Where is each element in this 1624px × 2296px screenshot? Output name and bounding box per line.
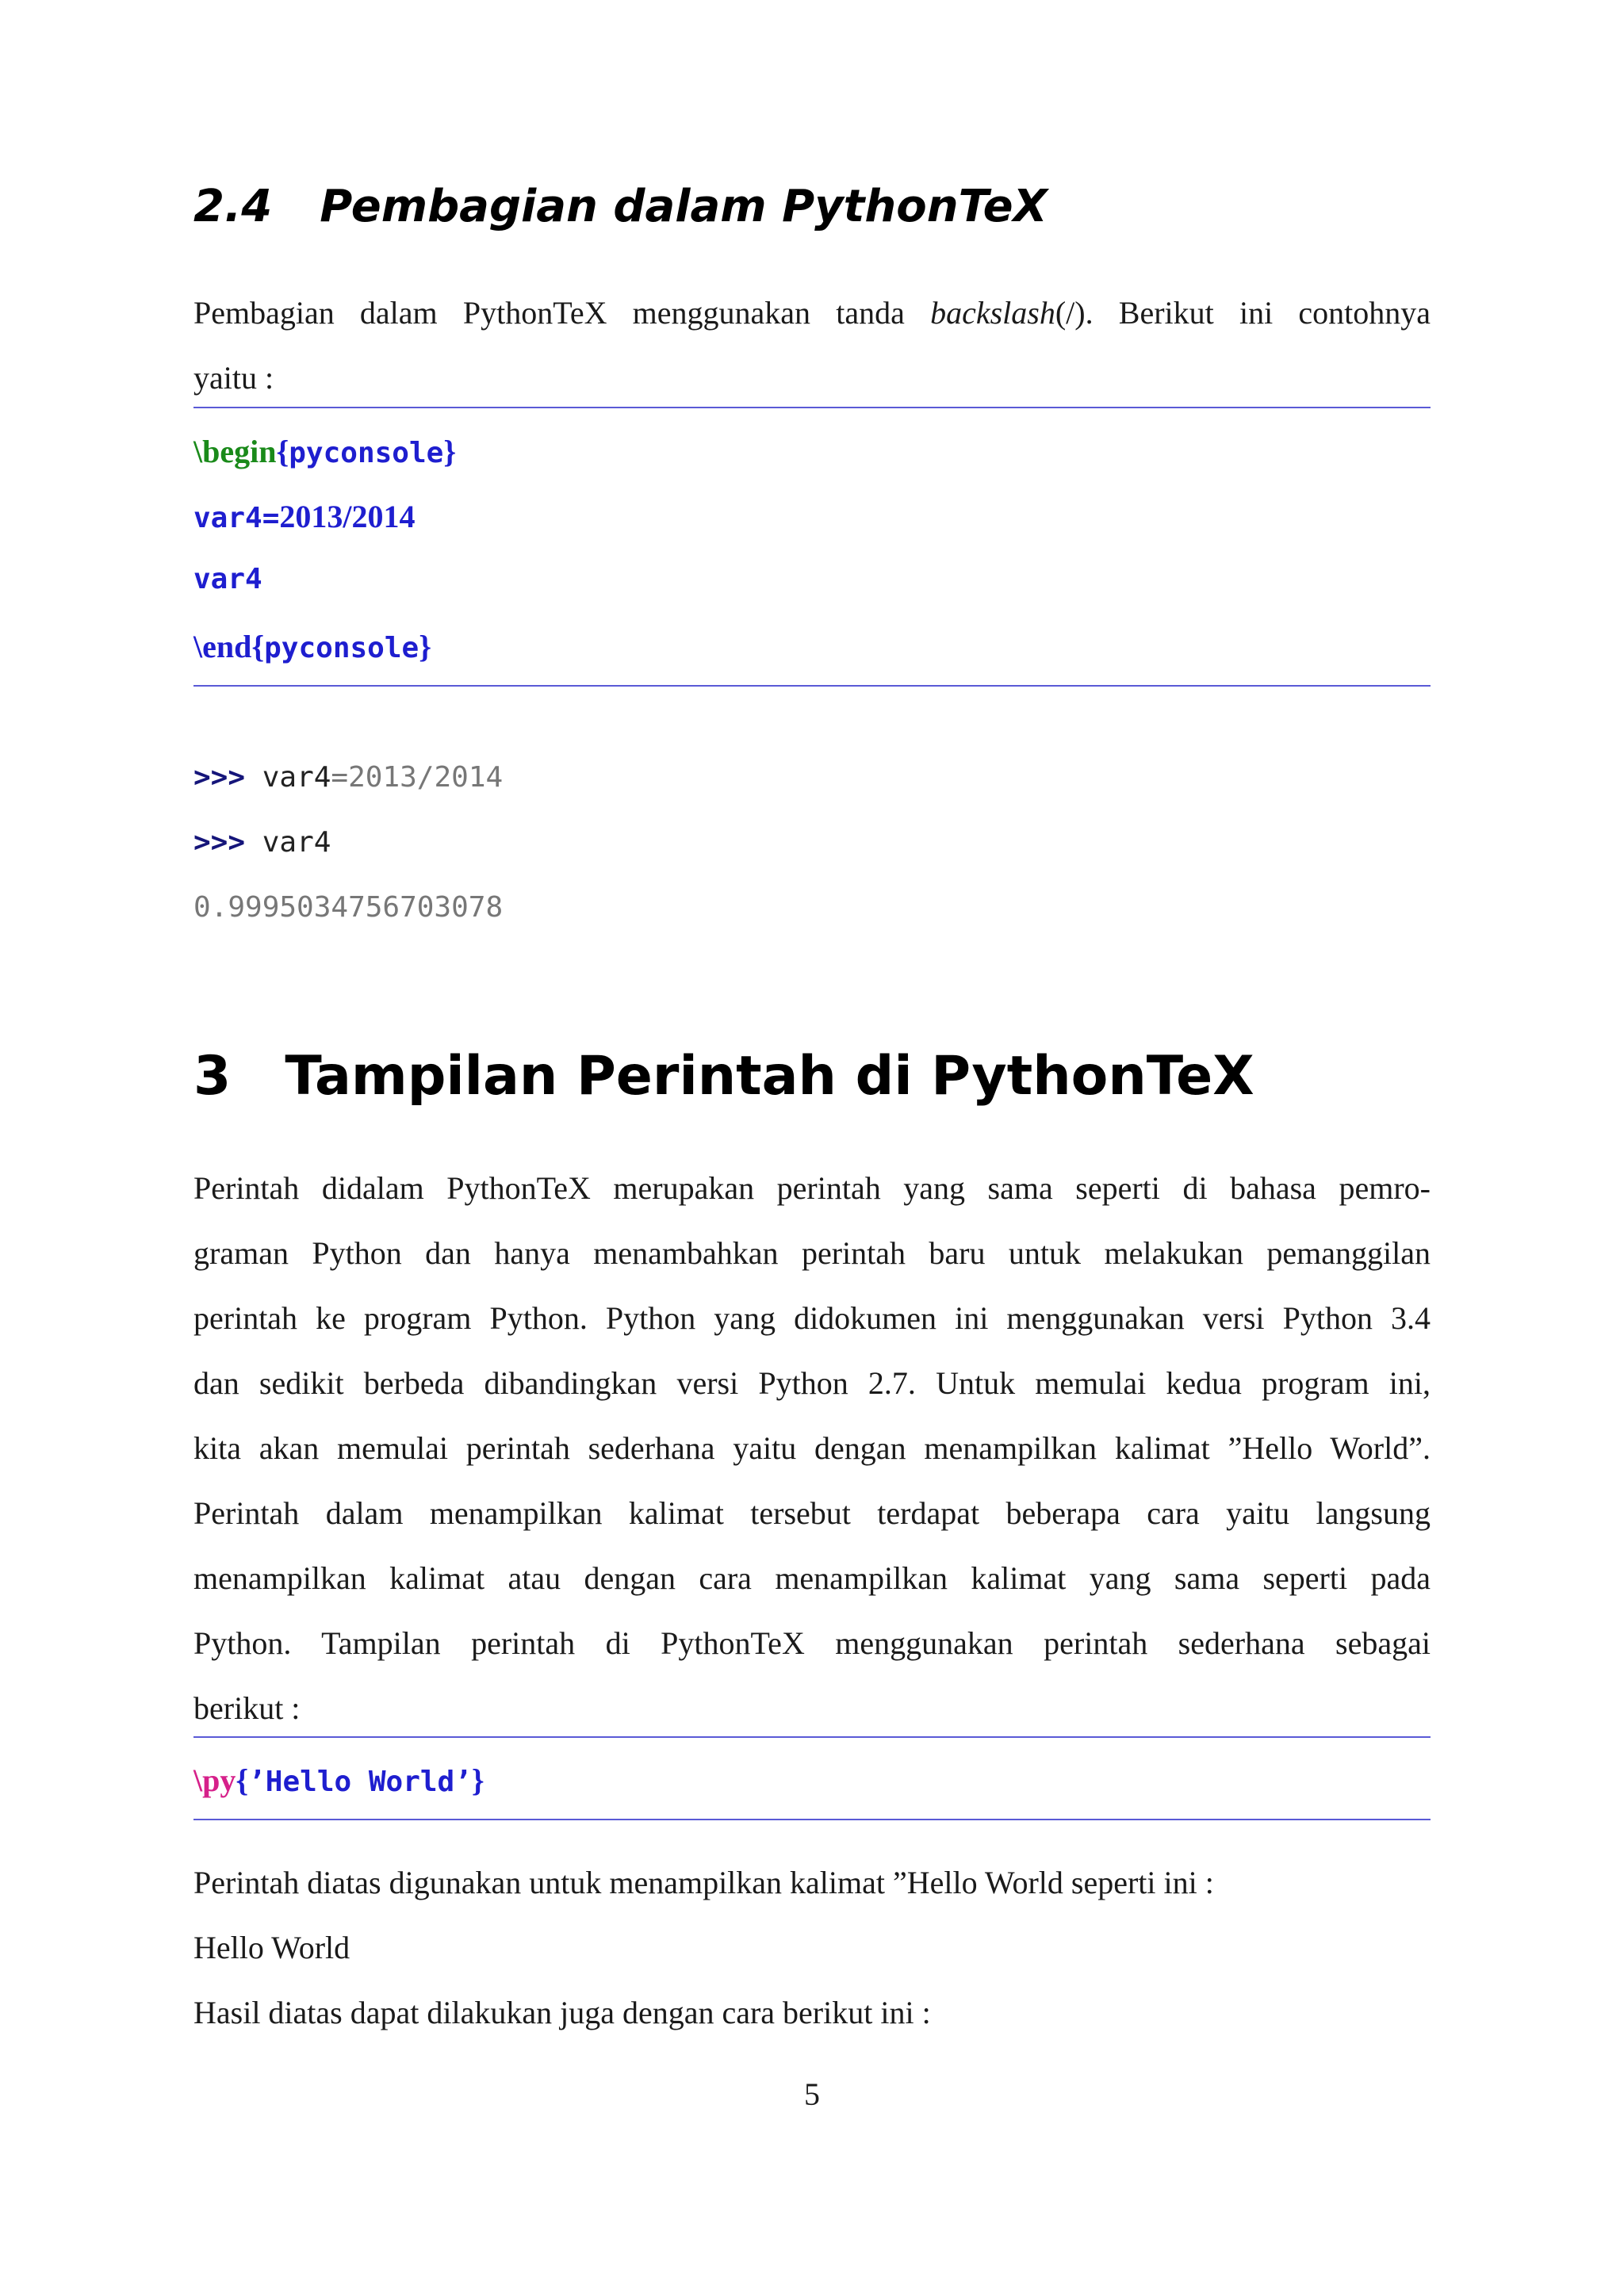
subsection-heading	[193, 181, 1048, 232]
paragraph-line: berikut :	[193, 1690, 301, 1726]
code-brace: }	[419, 629, 431, 664]
console-prompt: >>>	[193, 761, 246, 794]
after-line-2: Hello World	[193, 1930, 350, 1965]
section-title: Tampilan Perintah di PythonTeX	[285, 1045, 1254, 1108]
code-end-arg: pyconsole	[264, 632, 419, 664]
code-py-bottom-rule	[193, 1819, 1431, 1820]
code-block-bottom-rule	[193, 685, 1431, 687]
section-heading	[193, 1045, 1254, 1108]
page-number: 5	[804, 2076, 820, 2112]
paragraph-line: Perintah didalam PythonTeX merupakan perintah yang sama seperti di bahasa pemro-	[193, 1170, 1431, 1206]
section-number: 3	[193, 1045, 232, 1108]
code-brace: }	[471, 1762, 485, 1798]
code-var-name: var4=	[193, 502, 280, 534]
intro-text-before: Pembagian dalam PythonTeX menggunakan tanda	[193, 295, 905, 331]
console-prompt: >>>	[193, 826, 246, 859]
console-line-2	[193, 826, 331, 859]
intro-italic-term: backslash	[930, 295, 1055, 331]
code-block-top-rule	[193, 407, 1431, 408]
code-brace: {	[236, 1762, 249, 1798]
paragraph-line: dan sedikit berbeda dibandingkan versi Python 2.7. Untuk memulai kedua program ini,	[193, 1365, 1431, 1401]
code-line-assign	[193, 498, 416, 535]
code-line-var4: var4	[193, 563, 262, 595]
console-line-1	[193, 761, 503, 794]
paragraph-line: kita akan memulai perintah sederhana yaitu dengan menampilkan kalimat ”Hello World”.	[193, 1430, 1431, 1466]
paragraph-line: Python. Tampilan perintah di PythonTeX menggunakan perintah sederhana sebagai	[193, 1625, 1431, 1661]
after-line-3: Hasil diatas dapat dilakukan juga dengan cara berikut ini :	[193, 1995, 931, 2030]
code-py-top-rule	[193, 1736, 1431, 1738]
paragraph-line: perintah ke program Python. Python yang didokumen ini menggunakan versi Python 3.4	[193, 1300, 1431, 1336]
paragraph-line: menampilkan kalimat atau dengan cara menampilkan kalimat yang sama seperti pada	[193, 1560, 1431, 1596]
code-py-line	[193, 1762, 485, 1799]
code-line-end	[193, 628, 431, 665]
console-output: 0.9995034756703078	[193, 891, 504, 924]
intro-line-1	[193, 281, 1431, 346]
console-var-assign: =2013/2014	[331, 761, 504, 794]
code-brace: {	[251, 629, 265, 664]
code-brace: }	[443, 434, 457, 469]
subsection-number: 2.4	[193, 181, 273, 232]
intro-line-2: yaitu :	[193, 360, 274, 396]
intro-text-after: (/). Berikut ini contohnya	[1055, 295, 1431, 331]
subsection-title: Pembagian dalam PythonTeX	[320, 181, 1048, 232]
code-begin-arg: pyconsole	[289, 437, 444, 469]
code-end-command: \end	[193, 629, 252, 664]
paragraph-line: graman Python dan hanya menambahkan perintah baru untuk melakukan pemanggilan	[193, 1235, 1431, 1271]
console-var-name: var4	[262, 826, 331, 859]
after-line-1: Perintah diatas digunakan untuk menampilkan kalimat ”Hello World seperti ini :	[193, 1865, 1214, 1900]
code-line-begin	[193, 433, 456, 470]
code-py-command: \py	[193, 1762, 236, 1798]
code-brace: {	[276, 434, 289, 469]
code-var-value: 2013/2014	[279, 499, 416, 534]
console-var-name: var4	[262, 761, 331, 794]
code-py-arg: ’Hello World’	[248, 1766, 472, 1798]
code-begin-command: \begin	[193, 434, 277, 469]
paragraph-line: Perintah dalam menampilkan kalimat tersebut terdapat beberapa cara yaitu langsung	[193, 1495, 1431, 1531]
